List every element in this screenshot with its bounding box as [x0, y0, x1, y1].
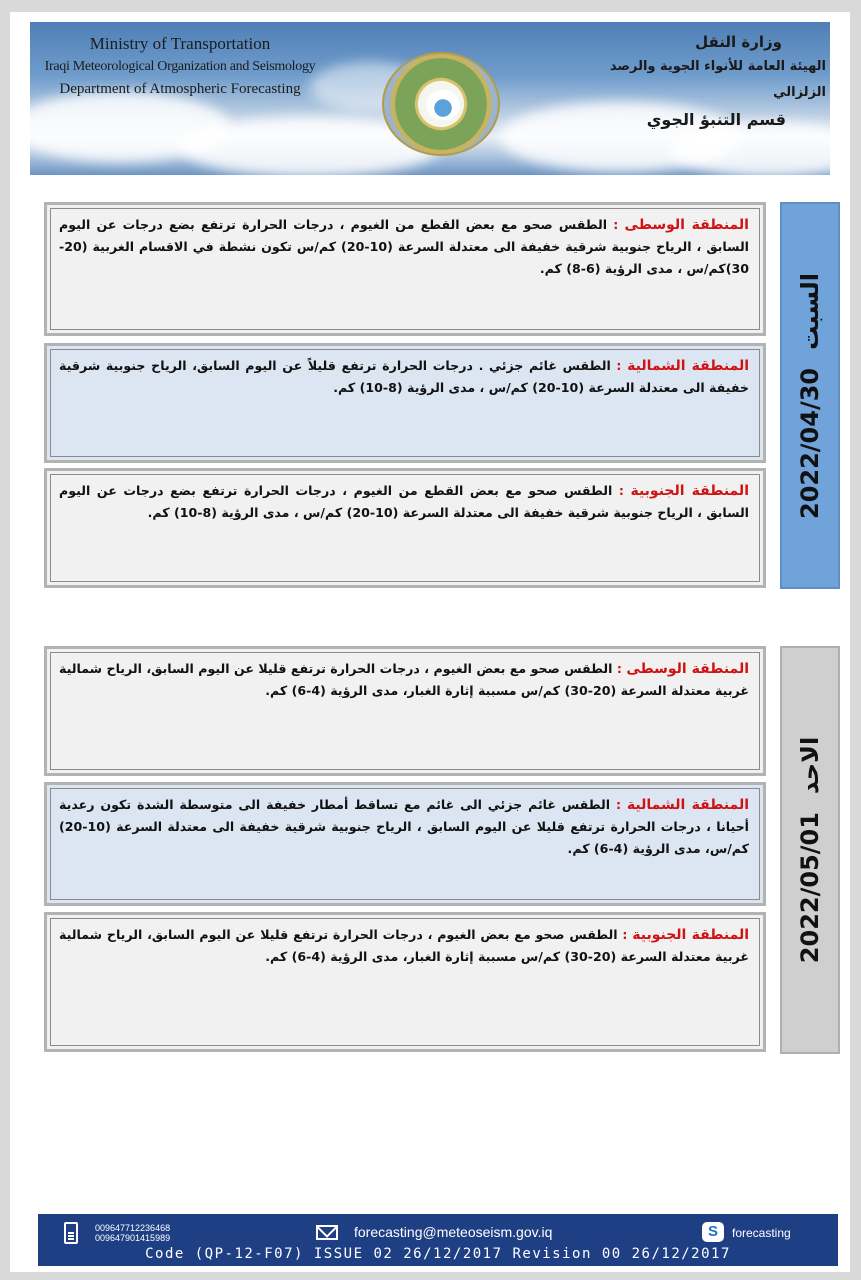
region-text: الطقس غائم جزئي . درجات الحرارة ترتفع قليلاً عن اليوم السابق، الرياح جنوبية شرقية خفيفة الى معتدلة السرعة (10-20) كم/س ، مدى الرؤية (8-10) كم. — [59, 358, 749, 395]
day-label-panel — [780, 202, 840, 589]
ministry-title-en: Ministry of Transportation — [89, 34, 271, 53]
region-forecast-central: المنطقة الوسطى : الطقس صحو مع بعض الغيوم ، درجات الحرارة ترتفع قليلا عن اليوم السابق، الرياح شمالية غربية معتدلة السرعة (20-30) كم/س مسببة إثارة الغبار، مدى الرؤية (4-6) كم. — [44, 646, 766, 776]
region-text: الطقس صحو مع بعض القطع من الغيوم ، درجات الحرارة ترتفع بضع درجات عن اليوم السابق ، الرياح جنوبية شرقية خفيفة الى معتدلة السرعة (10-20) كم/س ، مدى الرؤية (8-10) كم. — [59, 483, 749, 520]
english-header — [30, 32, 330, 101]
phone-numbers — [95, 1223, 170, 1243]
organization-seal-logo — [382, 52, 500, 156]
region-text: الطقس صحو مع بعض القطع من الغيوم ، درجات الحرارة ترتفع بضع درجات عن اليوم السابق ، الرياح جنوبية شرقية خفيفة الى معتدلة السرعة (10-20) كم/س تكون نشطة في الاقسام الغربية (20-30)كم/س ، مدى الرؤية (6-8) كم. — [59, 217, 749, 276]
department-title-ar: قسم التنبؤ الجوي — [646, 110, 786, 129]
header-banner — [30, 22, 830, 175]
forecast-day-2 — [44, 646, 844, 1056]
department-title-en: Department of Atmospheric Forecasting — [59, 81, 301, 97]
cloud-sun-icon — [426, 90, 460, 120]
organization-title-ar: الهيئة العامة للأنواء الجوية والرصد الزلزالي — [609, 59, 826, 100]
forecast-day-1 — [44, 202, 844, 592]
phone-number-1: 009647712236468 — [95, 1223, 171, 1233]
skype-handle: forecasting — [732, 1226, 791, 1240]
day-date: 2022/05/01 — [796, 812, 825, 964]
region-text: الطقس صحو مع بعض الغيوم ، درجات الحرارة ترتفع قليلا عن اليوم السابق، الرياح شمالية غربية معتدلة السرعة (20-30) كم/س مسببة إثارة الغبار، مدى الرؤية (4-6) كم. — [59, 661, 749, 698]
region-name: المنطقة الوسطى — [624, 217, 749, 233]
day-label-panel — [780, 646, 840, 1054]
region-forecast-south: المنطقة الجنوبية : الطقس صحو مع بعض الغيوم ، درجات الحرارة ترتفع قليلا عن اليوم السابق، الرياح شمالية غربية معتدلة السرعة (20-30) كم/س مسببة إثارة الغبار، مدى الرؤية (4-6) كم. — [44, 912, 766, 1052]
phone-icon — [64, 1222, 78, 1244]
region-name: المنطقة الجنوبية — [630, 483, 749, 499]
region-forecast-north: المنطقة الشمالية : الطقس غائم جزئي . درجات الحرارة ترتفع قليلاً عن اليوم السابق، الرياح جنوبية شرقية خفيفة الى معتدلة السرعة (10-20) كم/س ، مدى الرؤية (8-10) كم. — [44, 343, 766, 463]
region-name: المنطقة الشمالية — [626, 797, 749, 813]
region-name: المنطقة الجنوبية — [632, 927, 750, 943]
phone-number-2: 009647901415989 — [95, 1233, 171, 1243]
document-page — [10, 12, 850, 1272]
region-forecast-south: المنطقة الجنوبية : الطقس صحو مع بعض القطع من الغيوم ، درجات الحرارة ترتفع بضع درجات عن اليوم السابق ، الرياح جنوبية شرقية خفيفة الى معتدلة السرعة (10-20) كم/س ، مدى الرؤية (8-10) كم. — [44, 468, 766, 588]
skype-icon: S — [702, 1222, 724, 1242]
contact-footer — [38, 1214, 838, 1266]
region-name: المنطقة الشمالية — [627, 358, 750, 374]
email-link[interactable]: forecasting@meteoseism.gov.iq — [354, 1224, 553, 1240]
day-name: الاحد — [796, 736, 825, 795]
ministry-title-ar: وزارة النقل — [695, 33, 782, 51]
region-text: الطقس غائم جزئي الى غائم مع تساقط أمطار خفيفة الى متوسطة الشدة تكون رعدية أحيانا ، درجات الحرارة ترتفع قليلا عن اليوم السابق ، الرياح جنوبية شرقية خفيفة الى معتدلة السرعة (10-20) كم/س، مدى الرؤية (4-6) كم. — [59, 797, 749, 856]
region-text: الطقس صحو مع بعض الغيوم ، درجات الحرارة ترتفع قليلا عن اليوم السابق، الرياح شمالية غربية معتدلة السرعة (20-30) كم/س مسببة إثارة الغبار، مدى الرؤية (4-6) كم. — [59, 927, 749, 964]
region-name: المنطقة الوسطى — [626, 661, 749, 677]
organization-title-en: Iraqi Meteorological Organization and Seismology — [44, 59, 316, 74]
document-code: Code (QP-12-F07) ISSUE 02 26/12/2017 Revision 00 26/12/2017 — [145, 1246, 731, 1262]
mail-icon — [316, 1225, 338, 1240]
day-name: السبت — [796, 272, 824, 350]
region-forecast-north: المنطقة الشمالية : الطقس غائم جزئي الى غائم مع تساقط أمطار خفيفة الى متوسطة الشدة تكون رعدية أحيانا ، درجات الحرارة ترتفع قليلا عن اليوم السابق ، الرياح جنوبية شرقية خفيفة الى معتدلة السرعة (10-20) كم/س، مدى الرؤية (4-6) كم. — [44, 782, 766, 906]
arabic-header — [566, 30, 826, 134]
day-date: 2022/04/30 — [796, 367, 824, 519]
region-forecast-central: المنطقة الوسطى : الطقس صحو مع بعض القطع من الغيوم ، درجات الحرارة ترتفع بضع درجات عن اليوم السابق ، الرياح جنوبية شرقية خفيفة الى معتدلة السرعة (10-20) كم/س تكون نشطة في الاقسام الغربية (20-30)كم/س ، مدى الرؤية (6-8) كم. — [44, 202, 766, 336]
